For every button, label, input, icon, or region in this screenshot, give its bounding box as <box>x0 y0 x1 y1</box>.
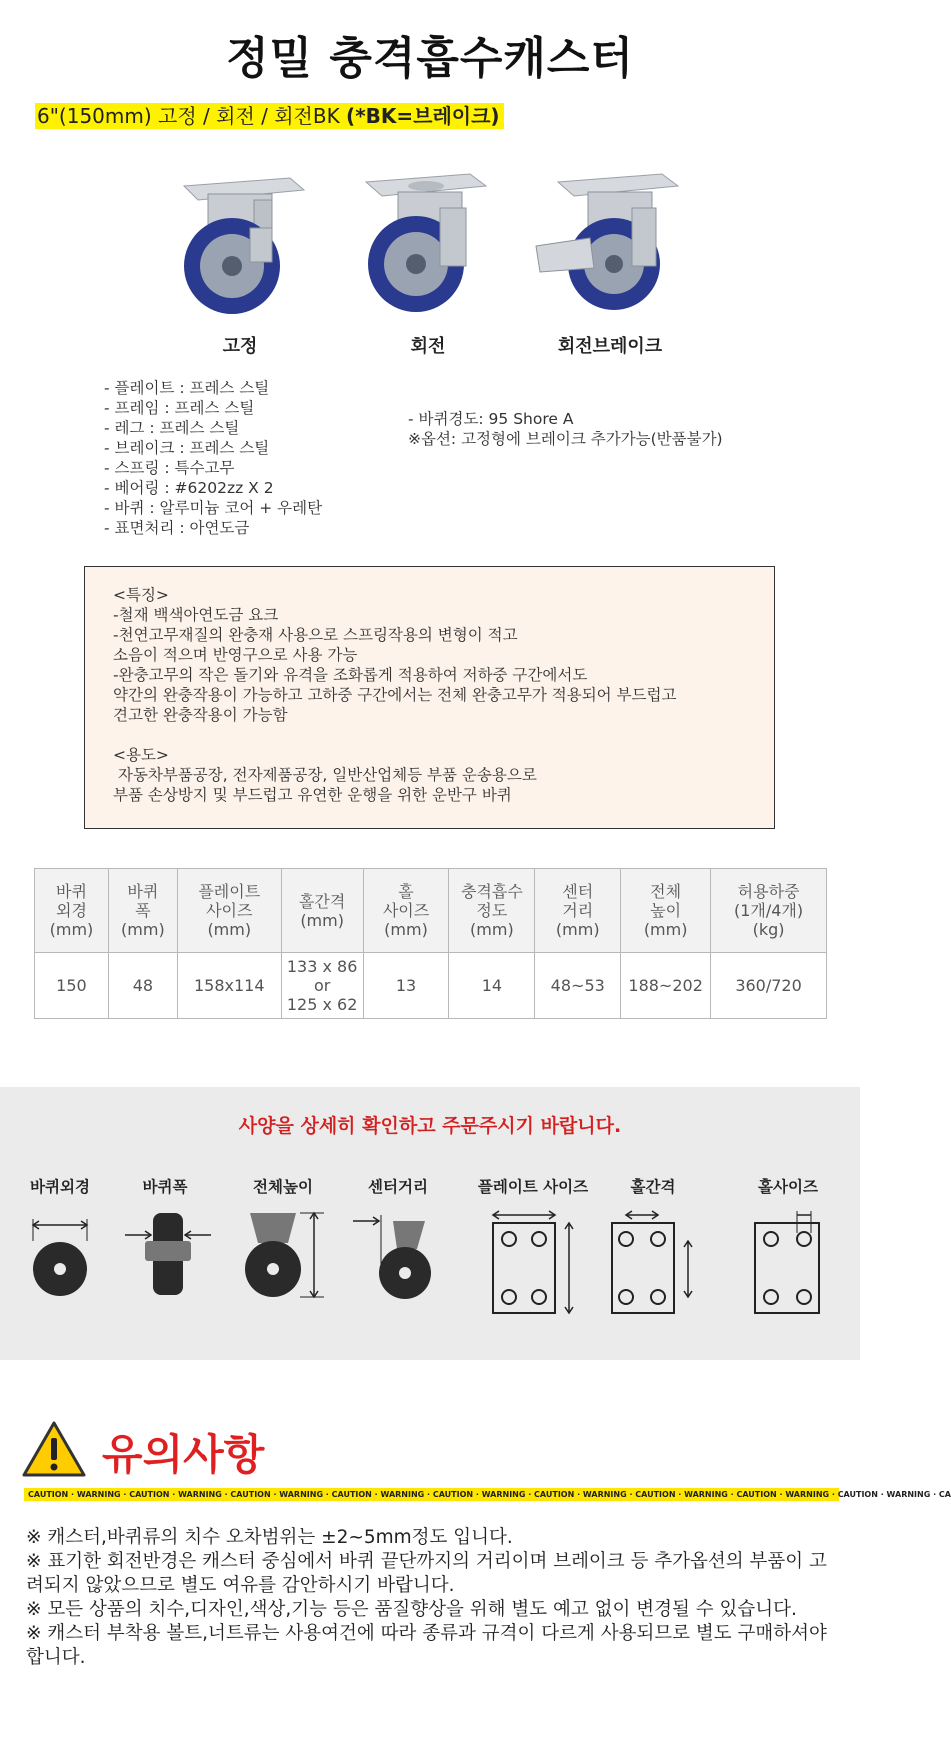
diagram-hole-size <box>748 1175 828 1315</box>
table-cell: 48~53 <box>535 953 621 1019</box>
table-cell: 133 x 86 or 125 x 62 <box>281 953 363 1019</box>
col-header-wheel-diameter: 바퀴 외경 (mm) <box>35 869 109 953</box>
col-header-total-height: 전체 높이 (mm) <box>621 869 711 953</box>
warning-triangle-icon <box>22 1420 86 1478</box>
page-title: 정밀 충격흡수캐스터 <box>226 33 634 84</box>
table-cell: 150 <box>35 953 109 1019</box>
spec-item: - 프레임 : 프레스 스틸 <box>104 399 255 417</box>
hardness-option-list <box>408 409 723 449</box>
order-notice: 사양을 상세히 확인하고 주문주시기 바랍니다. <box>238 1115 622 1137</box>
spec-item: - 플레이트 : 프레스 스틸 <box>104 379 270 397</box>
product-images <box>160 168 720 357</box>
col-header-shock-absorb: 충격흡수 정도 (mm) <box>449 869 535 953</box>
wheel-diameter-icon <box>25 1211 95 1301</box>
feature-box <box>84 566 775 829</box>
table-cell: 14 <box>449 953 535 1019</box>
table-row <box>35 953 827 1019</box>
diagram-label: 홀사이즈 <box>758 1178 818 1196</box>
caution-title: 유의사항 <box>102 1430 265 1479</box>
diagram-wheel-width <box>125 1175 205 1301</box>
center-distance-icon <box>353 1211 443 1301</box>
table-cell: 188~202 <box>621 953 711 1019</box>
spec-item: - 바퀴 : 알루미늄 코어 + 우레탄 <box>104 499 323 517</box>
caution-note: ※ 캐스터,바퀴류의 치수 오차범위는 ±2~5mm정도 입니다. <box>26 1527 513 1548</box>
table-cell: 360/720 <box>711 953 827 1019</box>
diagram-label: 바퀴폭 <box>142 1178 188 1196</box>
col-header-hole-size: 홀 사이즈 (mm) <box>363 869 449 953</box>
usage-line: 부품 손상방지 및 부드럽고 유연한 운행을 위한 운반구 바퀴 <box>113 786 512 804</box>
col-header-wheel-width: 바퀴 폭 (mm) <box>108 869 177 953</box>
caution-note: ※ 모든 상품의 치수,디자인,색상,기능 등은 품질향상을 위해 별도 예고 없이 변경될 수 있습니다. <box>26 1599 797 1620</box>
caution-warning-strip: CAUTION · WARNING · CAUTION · WARNING · CAUTION · WARNING · CAUTION · WARNING · CAUTION · WARNING · CAUTION · WARNING · CAUTION · WARNING · CAUTION · WARNING · CAUTION · WARNING · CA <box>24 1488 839 1501</box>
feature-heading: <특징> <box>113 586 169 604</box>
dimension-guide <box>0 1087 860 1360</box>
caution-note: ※ 표기한 회전반경은 캐스터 중심에서 바퀴 끝단까지의 거리이며 브레이크 등 추가옵션의 부품이 고려되지 않았으므로 별도 여유를 감안하시기 바랍니다. <box>26 1551 827 1596</box>
subtitle-highlight <box>35 103 504 129</box>
subtitle <box>35 100 504 129</box>
hole-spacing-icon <box>608 1211 698 1315</box>
col-header-hole-spacing: 홀간격 (mm) <box>281 869 363 953</box>
usage-line: 자동차부품공장, 전자제품공장, 일반산업체등 부품 운송용으로 <box>113 766 537 784</box>
product-fixed <box>160 168 320 358</box>
product-caption-swivel: 회전 <box>410 336 446 357</box>
product-caption-swivel-brake: 회전브레이크 <box>557 336 663 357</box>
diagram-total-height <box>238 1175 328 1301</box>
swivel-brake-caster-image <box>530 168 690 318</box>
diagram-wheel-diameter <box>20 1175 100 1301</box>
feature-line: -철재 백색아연도금 요크 <box>113 606 279 624</box>
diagram-label: 홀간격 <box>630 1178 676 1196</box>
diagram-plate-size <box>468 1175 598 1315</box>
product-swivel-brake <box>530 168 690 358</box>
feature-line: 소음이 적으며 반영구으로 사용 가능 <box>113 646 358 664</box>
spec-item: - 표면처리 : 아연도금 <box>104 519 250 537</box>
caution-note: ※ 캐스터 부착용 볼트,너트류는 사용여건에 따라 종류과 규격이 다르게 사용되므로 별도 구매하셔야 합니다. <box>26 1623 827 1668</box>
diagram-label: 바퀴외경 <box>30 1178 90 1196</box>
spec-item: - 바퀴경도: 95 Shore A <box>408 410 574 428</box>
spec-item: - 베어링 : #6202zz X 2 <box>104 479 274 497</box>
table-cell: 13 <box>363 953 449 1019</box>
plate-size-icon <box>485 1211 581 1315</box>
material-spec-list <box>104 378 322 538</box>
diagram-center-distance <box>353 1175 443 1301</box>
col-header-plate-size: 플레이트 사이즈 (mm) <box>177 869 281 953</box>
product-caption-fixed: 고정 <box>222 336 258 357</box>
feature-line: -천연고무재질의 완충재 사용으로 스프링작용의 변형이 적고 <box>113 626 518 644</box>
caution-header <box>22 1420 86 1482</box>
spec-table-header-row <box>35 869 827 953</box>
col-header-center-distance: 센터 거리 (mm) <box>535 869 621 953</box>
spec-item: - 브레이크 : 프레스 스틸 <box>104 439 270 457</box>
spec-item: - 스프링 : 특수고무 <box>104 459 235 477</box>
diagram-label: 센터거리 <box>368 1178 428 1196</box>
table-cell: 158x114 <box>177 953 281 1019</box>
usage-heading: <용도> <box>113 746 169 764</box>
fixed-caster-image <box>170 168 310 318</box>
table-cell: 48 <box>108 953 177 1019</box>
product-swivel <box>348 168 508 358</box>
caution-notes <box>26 1526 836 1670</box>
col-header-load-capacity: 허용하중 (1개/4개) (kg) <box>711 869 827 953</box>
diagram-hole-spacing <box>608 1175 698 1315</box>
total-height-icon <box>238 1211 328 1301</box>
swivel-caster-image <box>358 168 498 318</box>
spec-item: ※옵션: 고정형에 브레이크 추가가능(반품불가) <box>408 430 723 448</box>
hole-size-icon <box>753 1211 823 1315</box>
diagram-label: 전체높이 <box>253 1178 313 1196</box>
diagram-label: 플레이트 사이즈 <box>477 1178 589 1196</box>
feature-line: 견고한 완충작용이 가능함 <box>113 706 288 724</box>
wheel-width-icon <box>125 1211 211 1301</box>
subtitle-main: 6"(150mm) 고정 / 회전 / 회전BK <box>37 104 347 128</box>
feature-line: 약간의 완충작용이 가능하고 고하중 구간에서는 전체 완충고무가 적용되어 부드럽고 <box>113 686 677 704</box>
spec-item: - 레그 : 프레스 스틸 <box>104 419 240 437</box>
spec-table <box>34 868 827 1019</box>
feature-line: -완충고무의 작은 돌기와 유격을 조화롭게 적용하여 저하중 구간에서도 <box>113 666 588 684</box>
subtitle-brake-note: (*BK=브레이크) <box>346 104 500 128</box>
